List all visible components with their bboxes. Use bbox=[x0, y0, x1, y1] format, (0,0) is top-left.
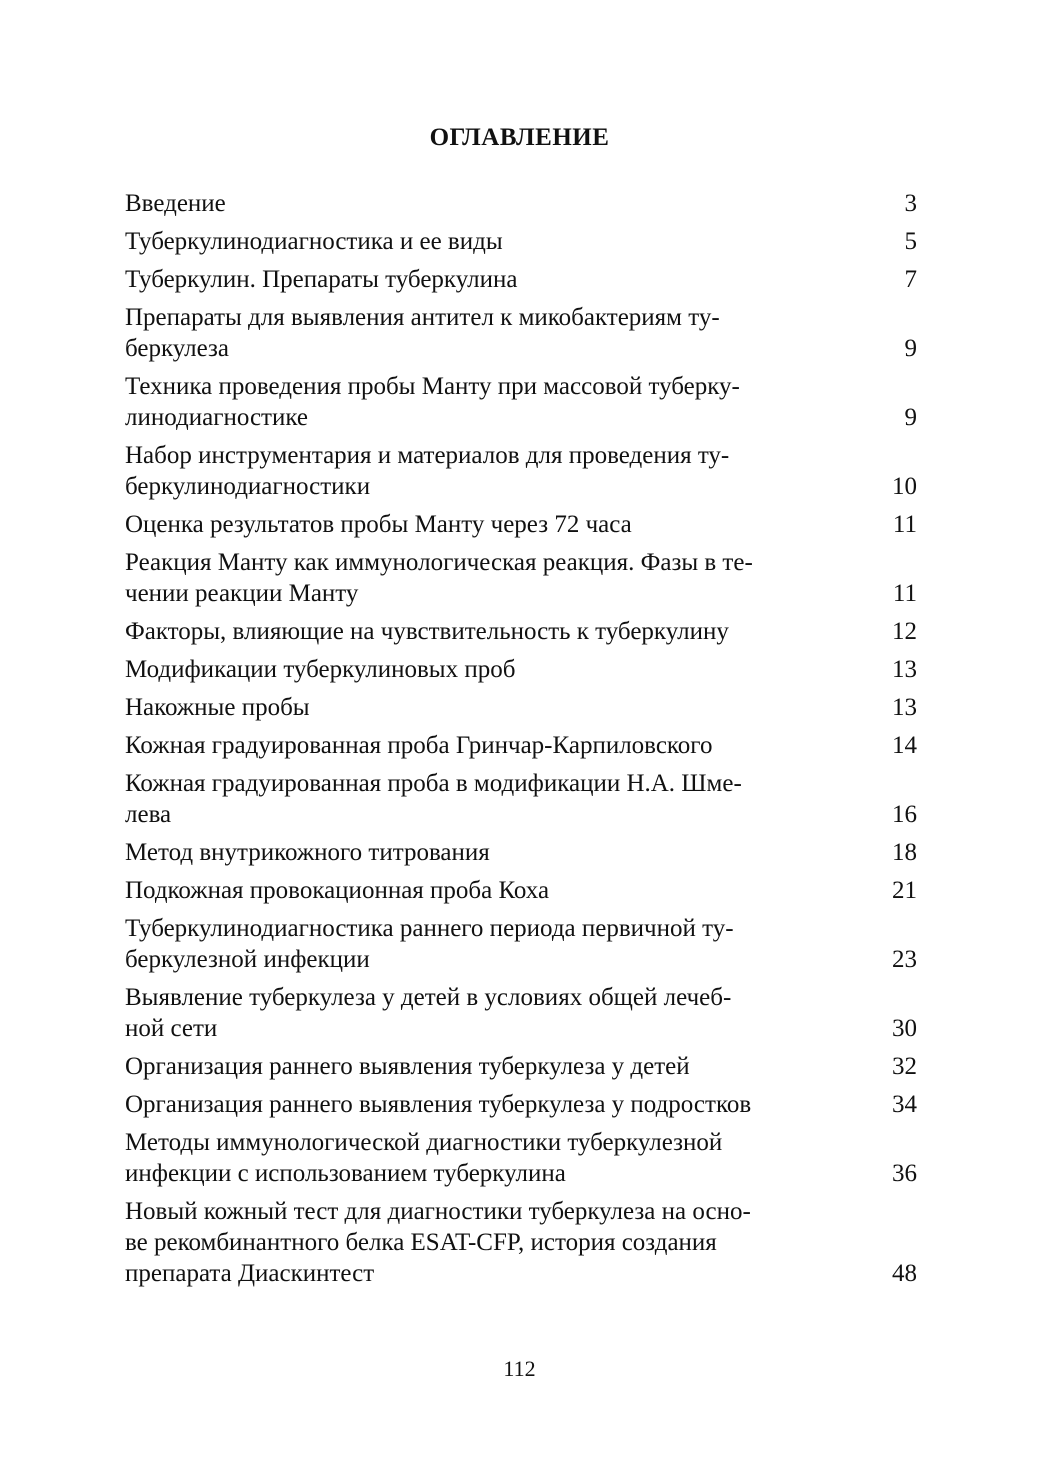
toc-entry-title: Метод внутрикожного титрования bbox=[125, 839, 490, 866]
toc-entry-page: 16 bbox=[892, 801, 917, 828]
toc-entry bbox=[125, 837, 917, 868]
table-of-contents bbox=[125, 188, 917, 1296]
toc-entry-page: 12 bbox=[892, 618, 917, 645]
toc-entry bbox=[125, 1196, 917, 1289]
page-number: 112 bbox=[503, 1356, 536, 1381]
toc-entry-page: 36 bbox=[892, 1160, 917, 1187]
toc-entry-title: Новый кожный тест для диагностики туберкулеза на осно- ве рекомбинантного белка ESAT-CFP, история создания препарата Диаскинтест bbox=[125, 1198, 751, 1287]
toc-entry-title: Выявление туберкулеза у детей в условиях общей лечеб- ной сети bbox=[125, 984, 732, 1042]
toc-entry bbox=[125, 302, 917, 364]
toc-entry-page: 32 bbox=[892, 1053, 917, 1080]
toc-entry-title: Организация раннего выявления туберкулеза у детей bbox=[125, 1053, 690, 1080]
toc-entry-page: 13 bbox=[892, 694, 917, 721]
toc-entry-page: 21 bbox=[892, 877, 917, 904]
toc-entry-page: 11 bbox=[892, 511, 917, 538]
toc-entry bbox=[125, 692, 917, 723]
toc-entry bbox=[125, 654, 917, 685]
toc-entry bbox=[125, 509, 917, 540]
toc-entry-page: 9 bbox=[904, 335, 917, 362]
toc-entry-page: 9 bbox=[904, 404, 917, 431]
toc-entry bbox=[125, 768, 917, 830]
toc-entry bbox=[125, 371, 917, 433]
toc-entry-title: Препараты для выявления антител к микобактериям ту- беркулеза bbox=[125, 304, 720, 362]
toc-entry-title: Набор инструментария и материалов для проведения ту- беркулинодиагностики bbox=[125, 442, 730, 500]
toc-entry-title: Накожные пробы bbox=[125, 694, 310, 721]
toc-entry-title: Реакция Манту как иммунологическая реакция. Фазы в те- чении реакции Манту bbox=[125, 549, 753, 607]
toc-entry-title: Туберкулинодиагностика и ее виды bbox=[125, 228, 503, 255]
toc-entry bbox=[125, 1127, 917, 1189]
toc-entry-page: 3 bbox=[904, 190, 917, 217]
toc-entry-title: Введение bbox=[125, 190, 226, 217]
toc-entry bbox=[125, 188, 917, 219]
toc-entry bbox=[125, 264, 917, 295]
toc-entry-title: Факторы, влияющие на чувствительность к туберкулину bbox=[125, 618, 729, 645]
toc-entry-page: 7 bbox=[904, 266, 917, 293]
toc-entry bbox=[125, 730, 917, 761]
toc-entry-title: Техника проведения пробы Манту при массовой туберку- линодиагностике bbox=[125, 373, 740, 431]
toc-entry bbox=[125, 875, 917, 906]
toc-entry-title: Кожная градуированная проба в модификации Н.А. Шме- лева bbox=[125, 770, 742, 828]
toc-entry bbox=[125, 440, 917, 502]
toc-entry-page: 11 bbox=[892, 580, 917, 607]
toc-entry-page: 13 bbox=[892, 656, 917, 683]
toc-entry-page: 14 bbox=[892, 732, 917, 759]
toc-entry-title: Оценка результатов пробы Манту через 72 часа bbox=[125, 511, 632, 538]
toc-entry-title: Методы иммунологической диагностики туберкулезной инфекции с использованием туберкулина bbox=[125, 1129, 723, 1187]
toc-entry bbox=[125, 1051, 917, 1082]
page-title: ОГЛАВЛЕНИЕ bbox=[429, 124, 610, 151]
toc-entry-title: Модификации туберкулиновых проб bbox=[125, 656, 516, 683]
toc-entry-page: 5 bbox=[904, 228, 917, 255]
toc-entry bbox=[125, 913, 917, 975]
toc-entry bbox=[125, 547, 917, 609]
toc-entry-page: 30 bbox=[892, 1015, 917, 1042]
toc-entry-title: Туберкулин. Препараты туберкулина bbox=[125, 266, 518, 293]
toc-entry-page: 48 bbox=[892, 1260, 917, 1287]
toc-entry bbox=[125, 616, 917, 647]
toc-entry-title: Кожная градуированная проба Гринчар-Карпиловского bbox=[125, 732, 713, 759]
toc-entry bbox=[125, 226, 917, 257]
toc-entry-page: 10 bbox=[892, 473, 917, 500]
toc-entry bbox=[125, 1089, 917, 1120]
toc-entry-page: 34 bbox=[892, 1091, 917, 1118]
toc-entry-title: Подкожная провокационная проба Коха bbox=[125, 877, 550, 904]
toc-entry-page: 23 bbox=[892, 946, 917, 973]
toc-entry bbox=[125, 982, 917, 1044]
toc-entry-page: 18 bbox=[892, 839, 917, 866]
toc-entry-title: Организация раннего выявления туберкулеза у подростков bbox=[125, 1091, 752, 1118]
toc-entry-title: Туберкулинодиагностика раннего периода первичной ту- беркулезной инфекции bbox=[125, 915, 734, 973]
